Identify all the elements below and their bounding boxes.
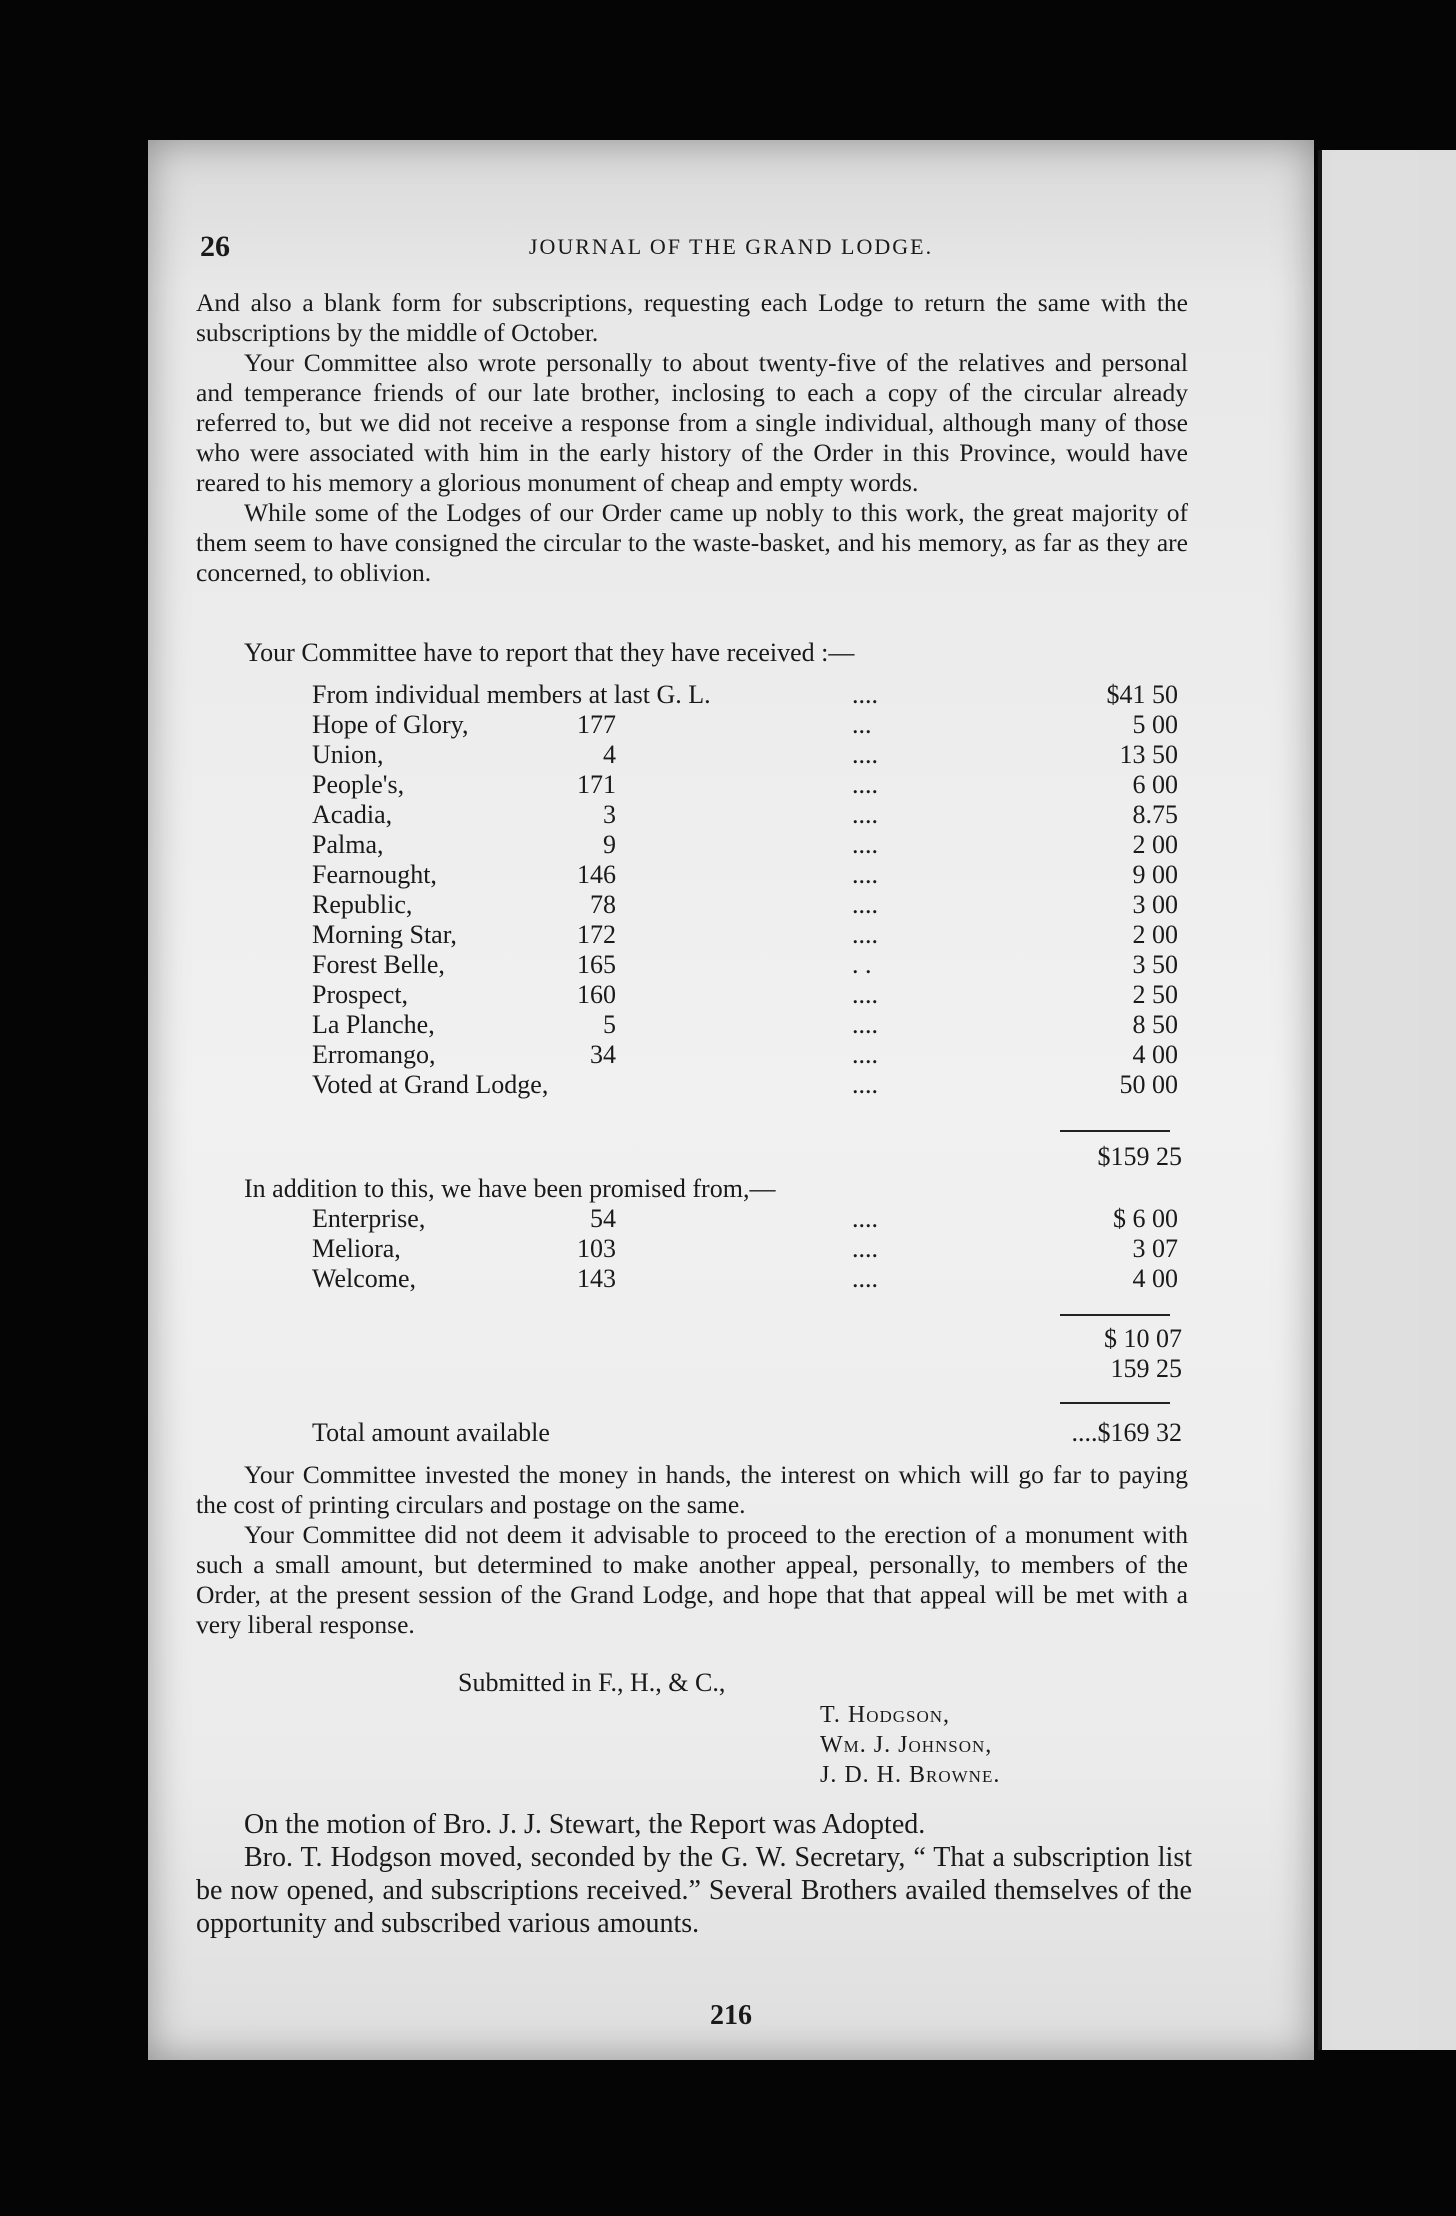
table-row bbox=[312, 950, 1182, 980]
leader-dots: .... bbox=[852, 860, 878, 889]
lodge-name: Erromango, bbox=[312, 1040, 436, 1069]
amount: $41 50 bbox=[1106, 680, 1178, 709]
lodge-number: 177 bbox=[577, 710, 616, 739]
amount: 3 50 bbox=[1132, 950, 1178, 979]
lodge-number: 9 bbox=[603, 830, 616, 859]
table-row bbox=[312, 1040, 1182, 1070]
lodge-number: 5 bbox=[603, 1010, 616, 1039]
lodge-number: 172 bbox=[577, 920, 616, 949]
leader-dots: .... bbox=[852, 1040, 878, 1069]
minutes bbox=[196, 1808, 1192, 1940]
lodge-name: Palma, bbox=[312, 830, 384, 859]
table-row bbox=[312, 890, 1182, 920]
lodge-name: Forest Belle, bbox=[312, 950, 445, 979]
leader-dots: .... bbox=[852, 1234, 878, 1263]
leader-dots: .... bbox=[852, 1264, 878, 1293]
paragraph: Bro. T. Hodgson moved, seconded by the G. W. Secretary, “ That a subscription list be now opened, and subscriptions received.” Several Brothers availed themselves of the opportunity and subscribed various amounts. bbox=[196, 1842, 1192, 1939]
amount: 6 00 bbox=[1132, 770, 1178, 799]
lodge-name: Union, bbox=[312, 740, 384, 769]
paragraph: Your Committee invested the money in hands, the interest on which will go far to paying the cost of printing circulars and postage on the same. bbox=[196, 1460, 1188, 1519]
page-number: 26 bbox=[200, 230, 230, 263]
signatory-name: Wm. J. Johnson, bbox=[820, 1732, 993, 1758]
lodge-number: 160 bbox=[577, 980, 616, 1009]
paragraph: On the motion of Bro. J. J. Stewart, the Report was Adopted. bbox=[244, 1809, 926, 1840]
lodge-name: From individual members at last G. L. bbox=[312, 680, 711, 709]
leader-dots: .... bbox=[852, 740, 878, 769]
leader-dots: .... bbox=[852, 920, 878, 949]
sum-rule bbox=[1060, 1402, 1170, 1404]
amount: $ 6 00 bbox=[1113, 1204, 1178, 1233]
report-paragraphs bbox=[196, 288, 1188, 588]
lodge-name: Voted at Grand Lodge, bbox=[312, 1070, 549, 1099]
signatory-name: J. D. H. Browne. bbox=[820, 1762, 1001, 1788]
table-row bbox=[312, 1010, 1182, 1040]
amount: 13 50 bbox=[1119, 740, 1178, 769]
table-row bbox=[312, 980, 1182, 1010]
lodge-name: Morning Star, bbox=[312, 920, 457, 949]
leader-dots: .... bbox=[852, 1070, 878, 1099]
paragraph: And also a blank form for subscriptions, requesting each Lodge to return the same with the subscriptions by the middle of October. bbox=[196, 288, 1188, 347]
paragraph: Your Committee did not deem it advisable to proceed to the erection of a monument with such a small amount, but determined to make another appeal, personally, to members of the Order, at the present session of the Grand Lodge, and hope that that appeal will be met with a very liberal response. bbox=[196, 1520, 1188, 1639]
leader-dots: .... bbox=[852, 680, 878, 709]
leader-dots: . . bbox=[852, 950, 872, 979]
amount: 4 00 bbox=[1132, 1040, 1178, 1069]
received-intro: Your Committee have to report that they have received :— bbox=[244, 638, 855, 667]
lodge-name: Meliora, bbox=[312, 1234, 401, 1263]
amount: 4 00 bbox=[1132, 1264, 1178, 1293]
lodge-name: La Planche, bbox=[312, 1010, 435, 1039]
amount: 8 50 bbox=[1132, 1010, 1178, 1039]
amount: 3 07 bbox=[1132, 1234, 1178, 1263]
lodge-name: Prospect, bbox=[312, 980, 409, 1009]
paragraph: Your Committee also wrote personally to about twenty-five of the relatives and personal and temperance friends of our late brother, inclosing to each a copy of the circular already referred to, but we did not receive a response from a single individual, although many of those who were associated with him in the early history of the Order in this Province, would have reared to his memory a glorious monument of cheap and empty words. bbox=[196, 348, 1188, 497]
lodge-number: 78 bbox=[590, 890, 616, 919]
signatory-name: T. Hodgson, bbox=[820, 1702, 951, 1728]
total-amount: ....$169 32 bbox=[1071, 1418, 1182, 1447]
sum-rule bbox=[1060, 1130, 1170, 1132]
amount: 2 00 bbox=[1132, 920, 1178, 949]
lodge-number: 3 bbox=[603, 800, 616, 829]
promised-intro: In addition to this, we have been promised from,— bbox=[244, 1174, 776, 1203]
leader-dots: .... bbox=[852, 830, 878, 859]
table-row bbox=[312, 800, 1182, 830]
running-head: JOURNAL OF THE GRAND LODGE. bbox=[528, 234, 934, 259]
leader-dots: .... bbox=[852, 770, 878, 799]
leader-dots: .... bbox=[852, 800, 878, 829]
amount: 5 00 bbox=[1132, 710, 1178, 739]
lodge-name: Hope of Glory, bbox=[312, 710, 469, 739]
leader-dots: .... bbox=[852, 1010, 878, 1039]
leader-dots: .... bbox=[852, 1204, 878, 1233]
lodge-name: Acadia, bbox=[312, 800, 393, 829]
amount: 2 50 bbox=[1132, 980, 1178, 1009]
paragraph: While some of the Lodges of our Order came up nobly to this work, the great majority of them seem to have consigned the circular to the waste-basket, and his memory, as far as they are concerned, to oblivion. bbox=[196, 498, 1188, 587]
amount: 2 00 bbox=[1132, 830, 1178, 859]
amount: 8.75 bbox=[1132, 800, 1178, 829]
lodge-name: People's, bbox=[312, 770, 405, 799]
submitted-line: Submitted in F., H., & C., bbox=[458, 1668, 726, 1697]
leader-dots: ... bbox=[852, 710, 872, 739]
table-row bbox=[312, 1204, 1182, 1234]
folio-number: 216 bbox=[710, 2000, 752, 2031]
carried-amount: 159 25 bbox=[1110, 1354, 1182, 1383]
total-label: Total amount available bbox=[312, 1418, 550, 1447]
lodge-number: 171 bbox=[577, 770, 616, 799]
page-header bbox=[200, 230, 1262, 270]
table-row bbox=[312, 1070, 1182, 1100]
amount: 9 00 bbox=[1132, 860, 1178, 889]
lodge-number: 34 bbox=[590, 1040, 616, 1069]
lodge-name: Fearnought, bbox=[312, 860, 437, 889]
lodge-number: 143 bbox=[577, 1264, 616, 1293]
sum-rule bbox=[1060, 1314, 1170, 1316]
lodge-number: 146 bbox=[577, 860, 616, 889]
lodge-name: Republic, bbox=[312, 890, 413, 919]
lodge-number: 103 bbox=[577, 1234, 616, 1263]
table-row bbox=[312, 710, 1182, 740]
lodge-name: Welcome, bbox=[312, 1264, 417, 1293]
lodge-number: 165 bbox=[577, 950, 616, 979]
amount: 50 00 bbox=[1119, 1070, 1178, 1099]
table-row bbox=[312, 1234, 1182, 1264]
table-row bbox=[312, 830, 1182, 860]
leader-dots: .... bbox=[852, 980, 878, 1009]
table-row bbox=[312, 740, 1182, 770]
amount: 3 00 bbox=[1132, 890, 1178, 919]
adjacent-page-edge bbox=[1322, 150, 1456, 2050]
table-row bbox=[312, 1264, 1182, 1294]
table-row bbox=[312, 860, 1182, 890]
table-row bbox=[312, 920, 1182, 950]
table-row bbox=[312, 770, 1182, 800]
lodge-name: Enterprise, bbox=[312, 1204, 426, 1233]
journal-page bbox=[148, 140, 1314, 2060]
lodge-number: 4 bbox=[603, 740, 616, 769]
lodge-number: 54 bbox=[590, 1204, 616, 1233]
leader-dots: .... bbox=[852, 890, 878, 919]
received-subtotal: $159 25 bbox=[1097, 1142, 1182, 1171]
promised-subtotal: $ 10 07 bbox=[1104, 1324, 1182, 1353]
table-row bbox=[312, 680, 1182, 710]
closing-paragraphs bbox=[196, 1460, 1188, 1640]
